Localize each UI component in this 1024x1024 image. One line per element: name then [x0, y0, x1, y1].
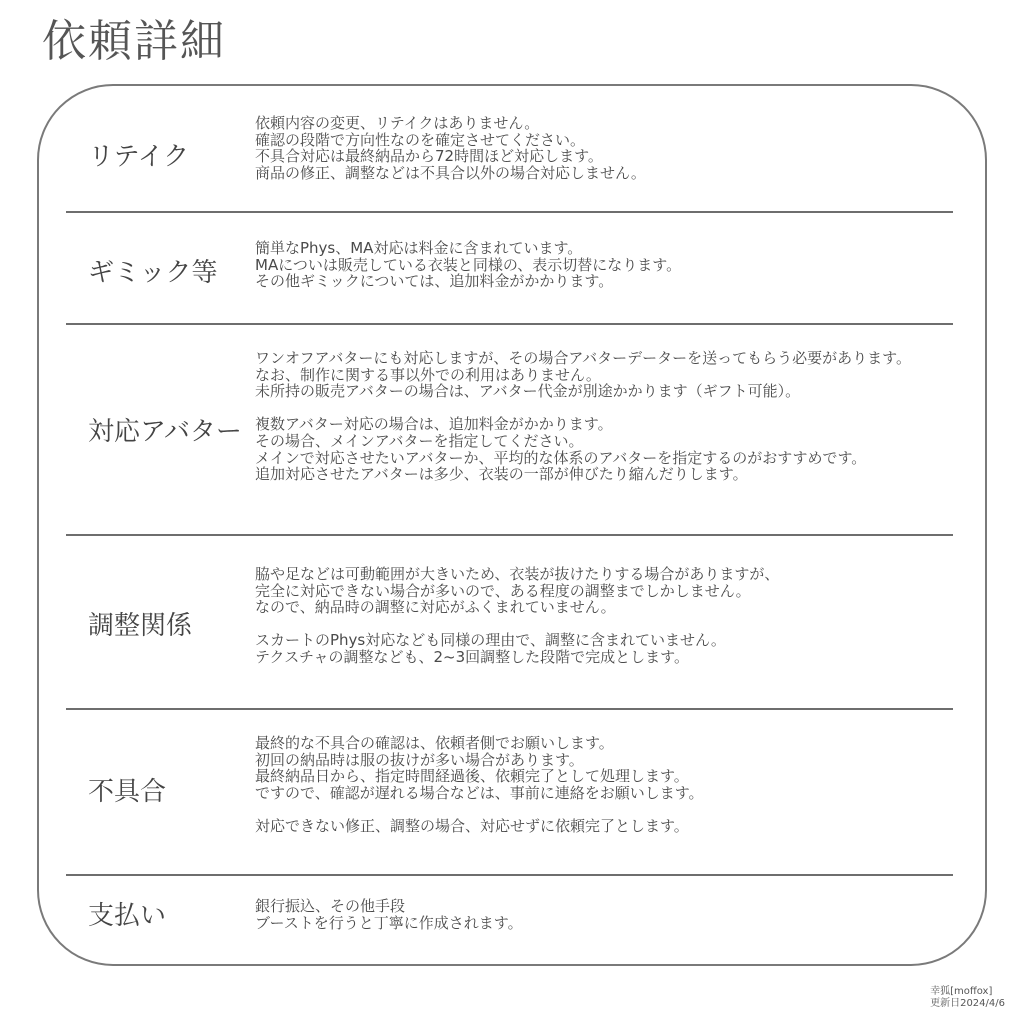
text-line: スカートのPhys対応なども同様の理由で、調整に含まれていません。: [255, 632, 726, 649]
section-body-retake: [255, 115, 960, 181]
text-line: その場合、メインアバターを指定してください。: [255, 432, 584, 450]
text-line: なので、納品時の調整に対応がふくまれていません。: [255, 599, 616, 616]
section-label-gimmick: ギミック等: [88, 258, 218, 288]
section-divider: [66, 874, 953, 876]
text-line: 脇や足などは可動範囲が大きいため、衣装が抜けたりする場合がありますが、: [255, 566, 780, 583]
section-body-defects: [255, 735, 960, 835]
text-line: 依頼内容の変更、リテイクはありません。: [255, 115, 540, 132]
text-line: MAについは販売している衣装と同様の、表示切替になります。: [255, 256, 682, 274]
section-body-payment: [255, 898, 960, 931]
section-label-payment: 支払い: [88, 901, 167, 931]
section-divider: [66, 323, 953, 325]
paragraph-gap: [255, 801, 960, 818]
section-label-defects: 不具合: [88, 777, 167, 807]
text-line: 不具合対応は最終納品から72時間ほど対応します。: [255, 148, 603, 165]
text-line: ですので、確認が遅れる場合などは、事前に連絡をお願いします。: [255, 784, 704, 802]
text-line: 複数アバター対応の場合は、追加料金がかかります。: [255, 416, 613, 433]
section-body-gimmick: [255, 240, 960, 290]
text-line: その他ギミックについては、追加料金がかかります。: [255, 273, 614, 290]
text-line: 対応できない修正、調整の場合、対応せずに依頼完了とします。: [255, 817, 689, 835]
text-line: 追加対応させたアバターは多少、衣装の一部が伸びたり縮んだりします。: [255, 466, 748, 483]
text-line: 確認の段階で方向性なのを確定させてください。: [255, 131, 586, 149]
footer-credits: [930, 986, 1005, 1010]
text-line: 完全に対応できない場合が多いので、ある程度の調整までしかしません。: [255, 582, 751, 600]
page-title: 依頼詳細: [42, 16, 226, 67]
text-line: 銀行振込、その他手段: [255, 898, 406, 915]
section-label-avatars: 対応アバター: [88, 417, 242, 447]
section-body-adjustments: [255, 566, 960, 666]
text-line: 最終的な不具合の確認は、依頼者側でお願いします。: [255, 735, 614, 752]
text-line: 最終納品日から、指定時間経過後、依頼完了として処理します。: [255, 768, 689, 785]
paragraph-gap: [255, 400, 960, 417]
author-credit: 幸狐[moffox]: [930, 986, 993, 997]
section-body-avatars: [255, 350, 960, 483]
updated-date: 更新日2024/4/6: [930, 998, 1005, 1009]
text-line: 商品の修正、調整などは不具合以外の場合対応しません。: [255, 164, 646, 182]
text-line: 初回の納品時は服の抜けが多い場合があります。: [255, 751, 584, 769]
section-label-retake: リテイク: [88, 142, 190, 172]
text-line: ブーストを行うと丁寧に作成されます。: [255, 914, 523, 932]
text-line: メインで対応させたいアバターか、平均的な体系のアバターを指定するのがおすすめです。: [255, 449, 867, 467]
text-line: ワンオフアバターにも対応しますが、その場合アバターデーターを送ってもらう必要があります。: [255, 350, 911, 367]
text-line: なお、制作に関する事以外での利用はありません。: [255, 366, 601, 384]
section-divider: [66, 708, 953, 710]
text-line: テクスチャの調整なども、2~3回調整した段階で完成とします。: [255, 648, 689, 666]
paragraph-gap: [255, 616, 960, 633]
section-divider: [66, 211, 953, 213]
text-line: 未所持の販売アバターの場合は、アバター代金が別途かかります（ギフト可能）。: [255, 383, 801, 400]
text-line: 簡単なPhys、MA対応は料金に含まれています。: [255, 240, 583, 257]
section-label-adjustments: 調整関係: [88, 611, 193, 641]
section-divider: [66, 534, 953, 536]
